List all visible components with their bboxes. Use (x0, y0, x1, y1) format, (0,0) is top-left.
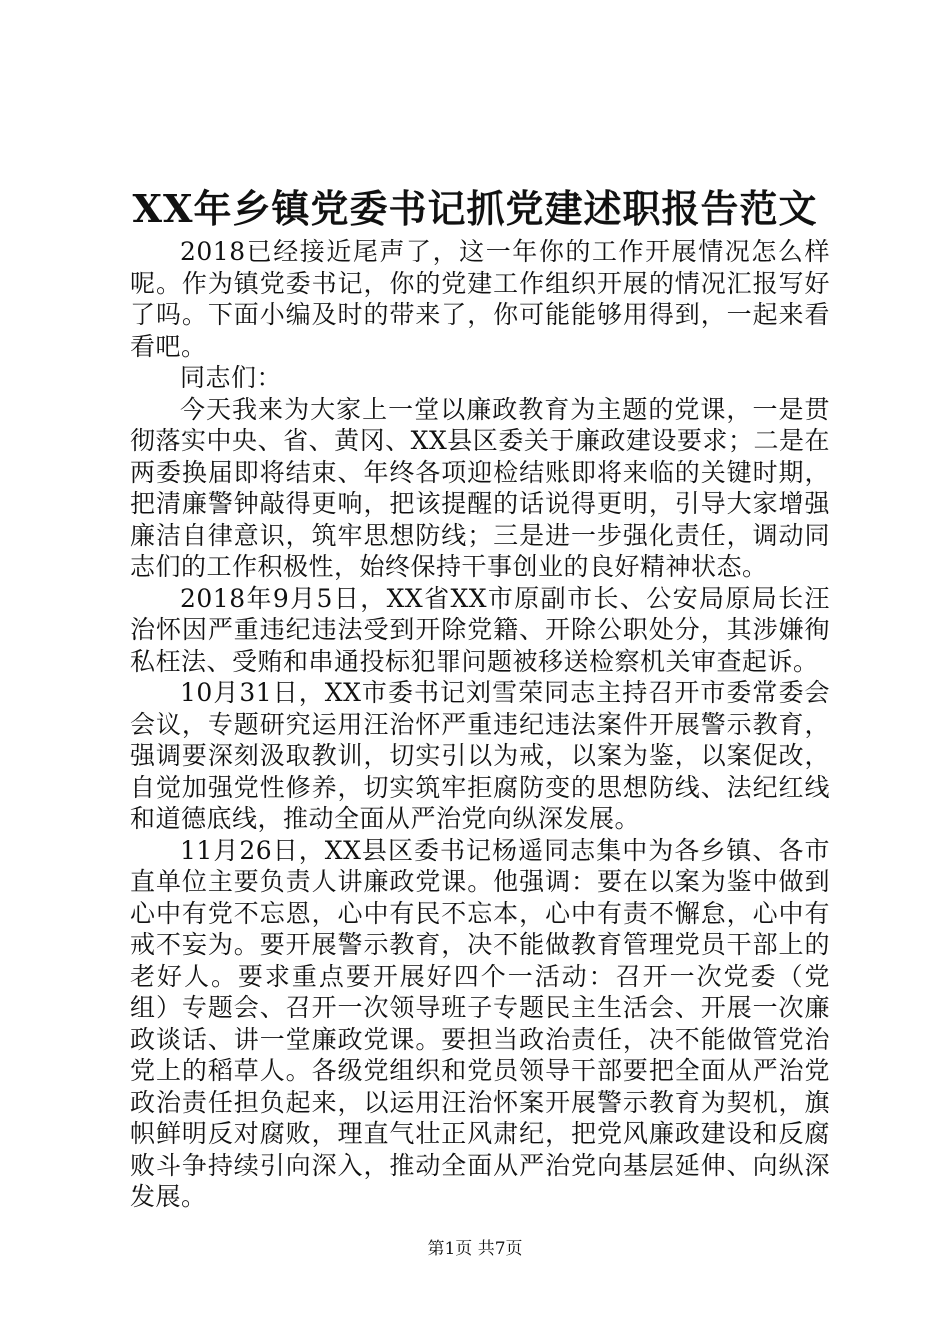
document-body (130, 236, 830, 1213)
paragraph-case-sept: 2018年9月5日，XX省XX市原副市长、公安局原局长汪治怀因严重违纪违法受到开除党籍、开除公职处分，其涉嫌徇私枉法、受贿和串通投标犯罪问题被移送检察机关审查起诉。 (130, 583, 830, 676)
paragraph-salutation: 同志们： (180, 363, 283, 392)
page-number-footer: 第1页 共7页 (427, 1239, 523, 1259)
document-title: XX年乡镇党委书记抓党建述职报告范文 (132, 186, 818, 231)
paragraph-case-oct: 10月31日，XX市委书记刘雪荣同志主持召开市委常委会会议，专题研究运用汪治怀严重违纪违法案件开展警示教育，强调要深刻汲取教训，切实引以为戒，以案为鉴，以案促改，自觉加强党性修养，切实筑牢拒腐防变的思想防线、法纪红线和道德底线，推动全面从严治党向纵深发展。 (130, 678, 830, 833)
paragraph-purpose: 今天我来为大家上一堂以廉政教育为主题的党课，一是贯彻落实中央、省、黄冈、XX县区委关于廉政建设要求；二是在两委换届即将结束、年终各项迎检结账即将来临的关键时期，把清廉警钟敲得更响，把该提醒的话说得更明，引导大家增强廉洁自律意识，筑牢思想防线；三是进一步强化责任，调动同志们的工作积极性，始终保持干事创业的良好精神状态。 (130, 394, 830, 581)
paragraph-case-nov: 11月26日，XX县区委书记杨遥同志集中为各乡镇、各市直单位主要负责人讲廉政党课。他强调：要在以案为鉴中做到心中有党不忘恩，心中有民不忘本，心中有责不懈怠，心中有戒不妄为。要开展警示教育，决不能做教育管理党员干部上的老好人。要求重点要开展好四个一活动：召开一次党委（党组）专题会、召开一次领导班子专题民主生活会、开展一次廉政谈话、讲一堂廉政党课。要担当政治责任，决不能做管党治党上的稻草人。各级党组织和党员领导干部要把全面从严治党政治责任担负起来，以运用汪治怀案开展警示教育为契机，旗帜鲜明反对腐败，理直气壮正风肃纪，把党风廉政建设和反腐败斗争持续引向深入，推动全面从严治党向基层延伸、向纵深发展。 (130, 835, 830, 1211)
paragraph-intro: 2018已经接近尾声了，这一年你的工作开展情况怎么样呢。作为镇党委书记，你的党建工作组织开展的情况汇报写好了吗。下面小编及时的带来了，你可能能够用得到，一起来看看吧。 (130, 237, 830, 361)
